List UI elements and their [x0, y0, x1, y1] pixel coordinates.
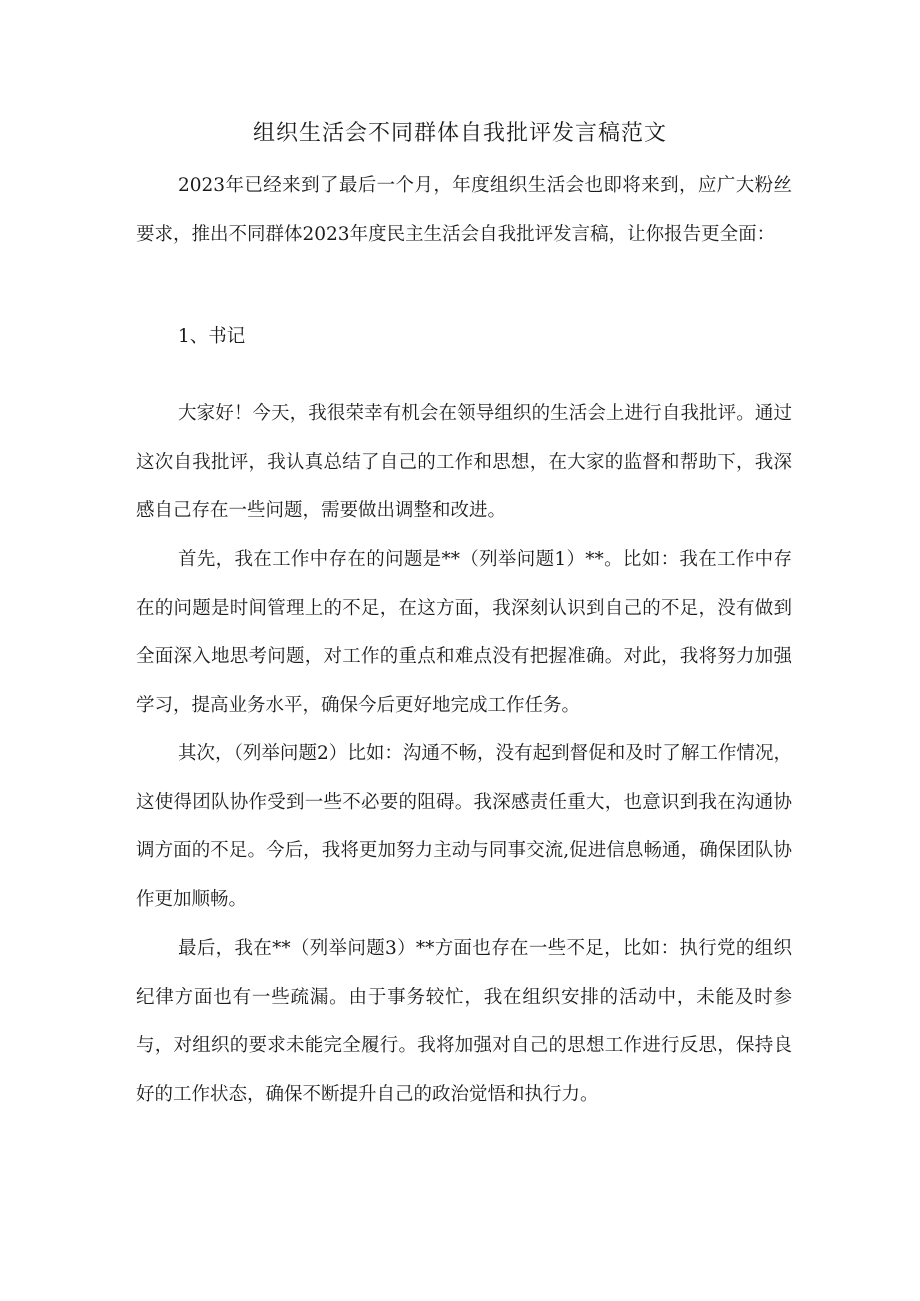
first-issue-paragraph: 首先，我在工作中存在的问题是**（列举问题1）**。比如：我在工作中存在的问题是时间管理上的不足，在这方面，我深刻认识到自己的不足，没有做到全面深入地思考问题，对工作的重点和难点没有把握准确。对此，我将努力加强学习，提高业务水平，确保今后更好地完成工作任务。	[136, 549, 792, 716]
section-heading: 1、书记	[178, 326, 246, 347]
last-issue-paragraph: 最后，我在**（列举问题3）**方面也存在一些不足，比如：执行党的组织纪律方面也有一些疏漏。由于事务较忙，我在组织安排的活动中，未能及时参与，对组织的要求未能完全履行。我将加强对自己的思想工作进行反思，保持良好的工作状态，确保不断提升自己的政治觉悟和执行力。	[136, 938, 792, 1105]
document-title: 组织生活会不同群体自我批评发言稿范文	[252, 121, 667, 146]
greeting-paragraph: 大家好！今天，我很荣幸有机会在领导组织的生活会上进行自我批评。通过这次自我批评，我认真总结了自己的工作和思想，在大家的监督和帮助下，我深感自己存在一些问题，需要做出调整和改进。	[136, 403, 792, 521]
intro-paragraph: 2023年已经来到了最后一个月，年度组织生活会也即将来到，应广大粉丝要求，推出不同群体2023年度民主生活会自我批评发言稿，让你报告更全面：	[136, 175, 792, 245]
second-issue-paragraph: 其次，（列举问题2）比如：沟通不畅，没有起到督促和及时了解工作情况，这使得团队协作受到一些不必要的阻碍。我深感责任重大，也意识到我在沟通协调方面的不足。今后，我将更加努力主动与同事交流,促进信息畅通，确保团队协作更加顺畅。	[136, 743, 792, 910]
